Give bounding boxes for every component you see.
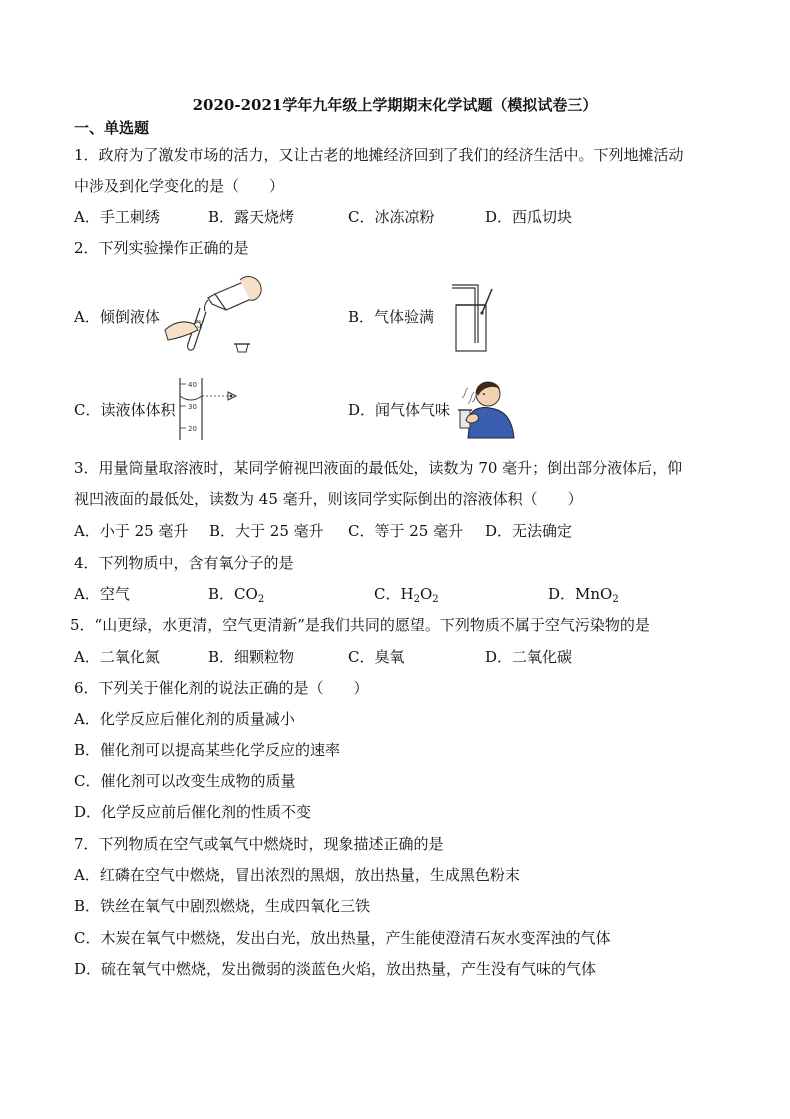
q1-option-c[interactable]: C．冰冻凉粉 [348, 208, 435, 226]
q6-stem: 6．下列关于催化剂的说法正确的是（ ） [74, 679, 369, 697]
q6-option-d[interactable]: D．化学反应前后催化剂的性质不变 [74, 803, 312, 821]
q4-option-b-text: B．CO [208, 585, 258, 603]
q7-option-c[interactable]: C．木炭在氧气中燃烧，发出白光，放出热量，产生能使澄清石灰水变浑浊的气体 [74, 929, 611, 947]
q7-option-d[interactable]: D．硫在氧气中燃烧，发出微弱的淡蓝色火焰，放出热量，产生没有气味的气体 [74, 960, 597, 978]
q4-option-c-sub2: 2 [432, 594, 439, 605]
q2-option-d[interactable]: D．闻气体气味 [348, 401, 451, 419]
q5-option-a[interactable]: A．二氧化氮 [74, 648, 160, 666]
q5-option-c[interactable]: C．臭氧 [348, 648, 405, 666]
q5-option-d[interactable]: D．二氧化碳 [485, 648, 573, 666]
q2-stem: 2．下列实验操作正确的是 [74, 239, 249, 257]
q1-option-b[interactable]: B．露天烧烤 [208, 208, 295, 226]
q1-option-a[interactable]: A．手工刺绣 [74, 208, 160, 226]
cylinder-tick-20: 20 [188, 425, 197, 433]
q1-stem-line2: 中涉及到化学变化的是（ ） [74, 177, 285, 195]
q1-option-d[interactable]: D．西瓜切块 [485, 208, 573, 226]
q3-option-d[interactable]: D．无法确定 [485, 522, 573, 540]
section-heading: 一、单选题 [74, 119, 150, 137]
q4-option-d-text: D．MnO [548, 585, 613, 603]
q4-options [74, 584, 694, 604]
q5-stem: 5．“山更绿，水更清，空气更清新”是我们共同的愿望。下列物质不属于空气污染物的是 [70, 616, 650, 634]
q4-option-b-sub: 2 [257, 594, 265, 605]
cylinder-tick-40: 40 [188, 381, 197, 389]
q4-option-a[interactable]: A．空气 [74, 585, 130, 603]
q7-option-b[interactable]: B．铁丝在氧气中剧烈燃烧，生成四氧化三铁 [74, 897, 371, 915]
q3-stem-line1: 3．用量筒量取溶液时，某同学俯视凹液面的最低处，读数为 70 毫升；倒出部分液体后，仰 [74, 459, 683, 477]
q4-option-c-sub1: 2 [413, 594, 420, 605]
q3-stem-line2: 视凹液面的最低处，读数为 45 毫升，则该同学实际倒出的溶液体积（ ） [74, 490, 583, 508]
q5-options [74, 647, 674, 667]
q5-option-b[interactable]: B．细颗粒物 [208, 648, 295, 666]
gas-full-test-figure [448, 283, 496, 353]
smelling-gas-figure [454, 376, 518, 440]
q4-option-c-mid: O [419, 585, 433, 603]
q7-option-a[interactable]: A．红磷在空气中燃烧，冒出浓烈的黑烟，放出热量，生成黑色粉末 [74, 866, 520, 884]
q2-option-c[interactable]: C．读液体体积 [74, 401, 176, 419]
q2-option-b[interactable]: B．气体验满 [348, 308, 435, 326]
page-title: 2020-2021学年九年级上学期期末化学试题（模拟试卷三） [192, 96, 598, 114]
q1-options [74, 207, 674, 227]
q7-stem: 7．下列物质在空气或氧气中燃烧时，现象描述正确的是 [74, 835, 444, 853]
q3-options [74, 521, 674, 541]
q6-option-b[interactable]: B．催化剂可以提高某些化学反应的速率 [74, 741, 341, 759]
q6-option-c[interactable]: C．催化剂可以改变生成物的质量 [74, 772, 296, 790]
q6-option-a[interactable]: A．化学反应后催化剂的质量减小 [74, 710, 295, 728]
q4-option-b[interactable] [208, 584, 264, 610]
q1-stem-line1: 1．政府为了激发市场的活力，又让古老的地摊经济回到了我们的经济生活中。下列地摊活动 [74, 146, 684, 164]
cylinder-reading-figure [172, 376, 242, 442]
q2-option-a[interactable]: A．倾倒液体 [74, 308, 160, 326]
q3-option-b[interactable]: B．大于 25 毫升 [209, 522, 324, 540]
q3-option-a[interactable]: A．小于 25 毫升 [74, 522, 189, 540]
q4-option-c[interactable] [374, 584, 439, 610]
q4-option-d[interactable] [548, 584, 619, 610]
cylinder-tick-30: 30 [188, 403, 197, 411]
q4-option-d-sub: 2 [612, 594, 619, 605]
pouring-liquid-figure [160, 272, 270, 357]
q4-stem: 4．下列物质中，含有氧分子的是 [74, 554, 294, 572]
q3-option-c[interactable]: C．等于 25 毫升 [348, 522, 464, 540]
q4-option-c-text: C．H [374, 585, 414, 603]
